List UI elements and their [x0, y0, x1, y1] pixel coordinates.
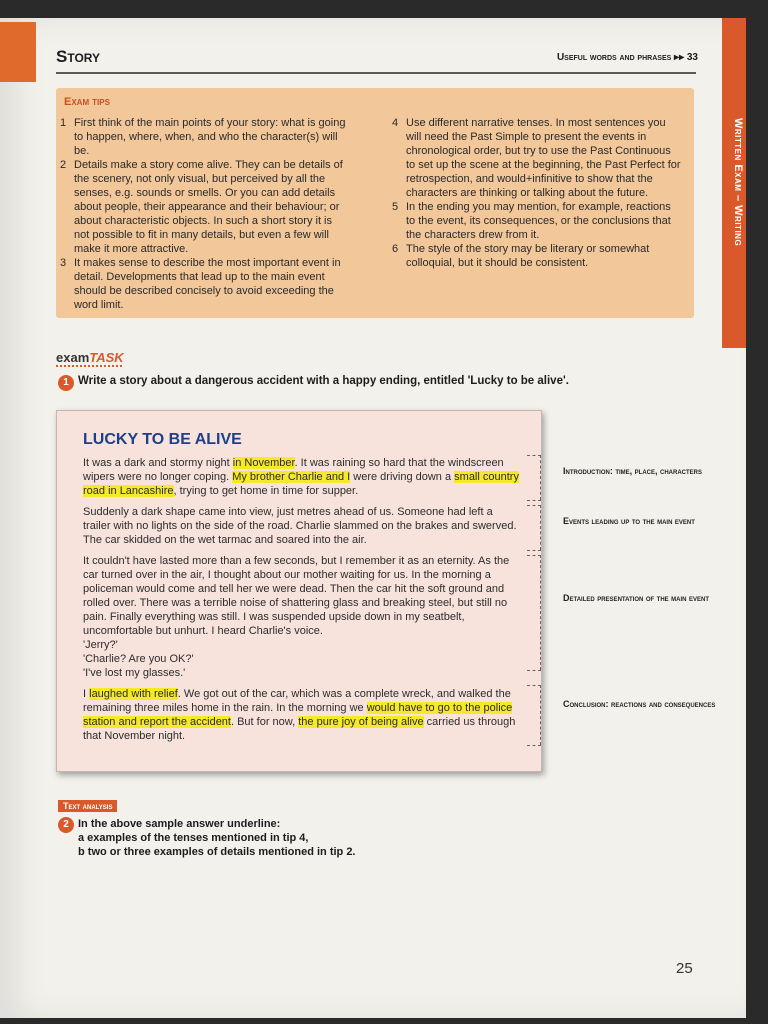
exam-task-label-b: TASK [89, 350, 124, 365]
story-text: were driving down a [350, 471, 455, 483]
tip-item [392, 200, 682, 242]
tip-number: 1 [60, 117, 67, 129]
bracket-tick [527, 685, 541, 686]
text-analysis-label: Text analysis [58, 800, 117, 812]
margin-label-introduction: Introduction: time, place, characters [563, 466, 702, 476]
story-text: , trying to get home in time for supper. [173, 485, 359, 497]
exam-tips-title: Exam tips [64, 96, 110, 108]
analysis-instructions [78, 817, 356, 859]
exam-task-label [56, 350, 124, 365]
story-text: carried us through that November night. [83, 716, 516, 742]
tip-number: 5 [392, 201, 399, 213]
exam-tips-box [56, 88, 694, 318]
story-body [83, 456, 523, 750]
story-text: I [83, 688, 90, 700]
highlight: in November [232, 457, 295, 469]
dialogue-line: 'Jerry?' [83, 639, 118, 651]
story-paragraph-intro [83, 456, 523, 498]
analysis-line: b two or three examples of details mentioned in tip 2. [78, 846, 356, 858]
tip-item [60, 256, 350, 312]
story-title: LUCKY TO BE ALIVE [83, 431, 242, 448]
analysis-line: In the above sample answer underline: [78, 818, 281, 830]
page-title: Story [56, 47, 101, 66]
story-text: It was a dark and stormy night [83, 457, 233, 469]
header-divider [56, 72, 696, 74]
analysis-line: a examples of the tenses mentioned in tip 4, [78, 832, 309, 844]
bracket-intro [540, 455, 541, 500]
margin-label-conclusion: Conclusion: reactions and consequences [563, 699, 716, 709]
tips-column-right [392, 116, 682, 270]
bracket-tick [527, 555, 541, 556]
tip-text: The style of the story may be literary or somewhat colloquial, but it should be consistent. [406, 243, 650, 269]
cross-reference: Useful words and phrases ▸▸ 33 [556, 52, 698, 63]
bracket-tick [527, 550, 541, 551]
margin-label-detailed: Detailed presentation of the main event [563, 593, 710, 603]
tip-number: 2 [60, 159, 67, 171]
bracket-tick [527, 745, 541, 746]
story-paragraph-main: It couldn't have lasted more than a few seconds, but I remember it as an eternity. As the car turned over in the air, I thought about our mother waiting for us. In the morning a policeman would come and tell her we were dead. Then the car hit the soft ground and rolled over. There was a terrible noise of shattering glass and breaking steel, but still no pain. Finally everything was still. I was suspended upside down in my seatbelt, uncomfortable but unhurt. I heard Charlie's voice. [83, 555, 510, 637]
tips-column-left [60, 116, 350, 312]
task-instruction: Write a story about a dangerous accident with a happy ending, entitled 'Lucky to be alive'. [78, 375, 569, 387]
sample-story-box [56, 410, 542, 772]
tip-text: Details make a story come alive. They can be details of the scenery, not only visual, but perceived by all the senses, e.g. sounds or smells. Or you can add details about people, their appearance and their behaviour; or about characteristic objects. In such a short story it is not possible to fit in many details, but even a few will make it more attractive. [74, 159, 343, 255]
bracket-detailed [540, 555, 541, 670]
bracket-events [540, 505, 541, 550]
bracket-tick [527, 670, 541, 671]
tip-text: First think of the main points of your story: what is going to happen, where, when, and who the character(s) will be. [74, 117, 346, 157]
tip-text: Use different narrative tenses. In most sentences you will need the Past Simple to present the events in chronological order, but try to use the Past Continuous to set up the scene at the beginning, the Past Perfect for retrospection, and would+infinitive to show that the characters are thinking or talking about the future. [406, 117, 681, 199]
highlight: laughed with relief [89, 688, 178, 700]
story-paragraph-events: Suddenly a dark shape came into view, just metres ahead of us. Someone had left a trailer with no lights on the side of the road. Charlie slammed on the brakes and swerved. The car skidded on the wet tarmac and soared into the air. [83, 506, 517, 546]
bracket-tick [527, 455, 541, 456]
highlight: would have to go to the police station and report the accident [83, 702, 513, 728]
page-number: 25 [676, 960, 693, 977]
section-tab [0, 22, 36, 82]
tip-text: It makes sense to describe the most important event in detail. Developments that lead up to the main event should be described concisely to avoid exceeding the word limit. [74, 257, 341, 311]
dotted-underline [56, 365, 122, 369]
story-paragraph-conclusion [83, 687, 523, 743]
bracket-conclusion [540, 685, 541, 745]
tip-item [392, 242, 682, 270]
exam-task-label-a: exam [56, 350, 90, 365]
story-text: . We got out of the car, which was a complete wreck, and walked the remaining three miles home in the rain. In the morning we [83, 688, 511, 714]
bracket-tick [527, 500, 541, 501]
side-tab-label: Written Exam – Writing [732, 118, 744, 247]
tip-number: 6 [392, 243, 399, 255]
dialogue-line: 'Charlie? Are you OK?' [83, 653, 194, 665]
tip-number: 4 [392, 117, 399, 129]
analysis-number-badge: 2 [58, 817, 74, 833]
tip-item [60, 116, 350, 158]
margin-label-events: Events leading up to the main event [563, 516, 695, 526]
story-text: . It was raining so hard that the windscreen wipers were no longer coping. [83, 457, 504, 483]
tip-item [60, 158, 350, 256]
highlight: My brother Charlie and I [232, 471, 351, 483]
story-text: . But for now, [230, 716, 299, 728]
tip-text: In the ending you may mention, for example, reactions to the event, its consequences, or the conclusions that the characters drew from it. [406, 201, 671, 241]
tip-item [392, 116, 682, 200]
bracket-tick [527, 505, 541, 506]
tip-number: 3 [60, 257, 67, 269]
highlight: the pure joy of being alive [298, 716, 424, 728]
task-number-badge: 1 [58, 375, 74, 391]
highlight: small country road in Lancashire [83, 471, 519, 497]
dialogue-line: 'I've lost my glasses.' [83, 667, 186, 679]
